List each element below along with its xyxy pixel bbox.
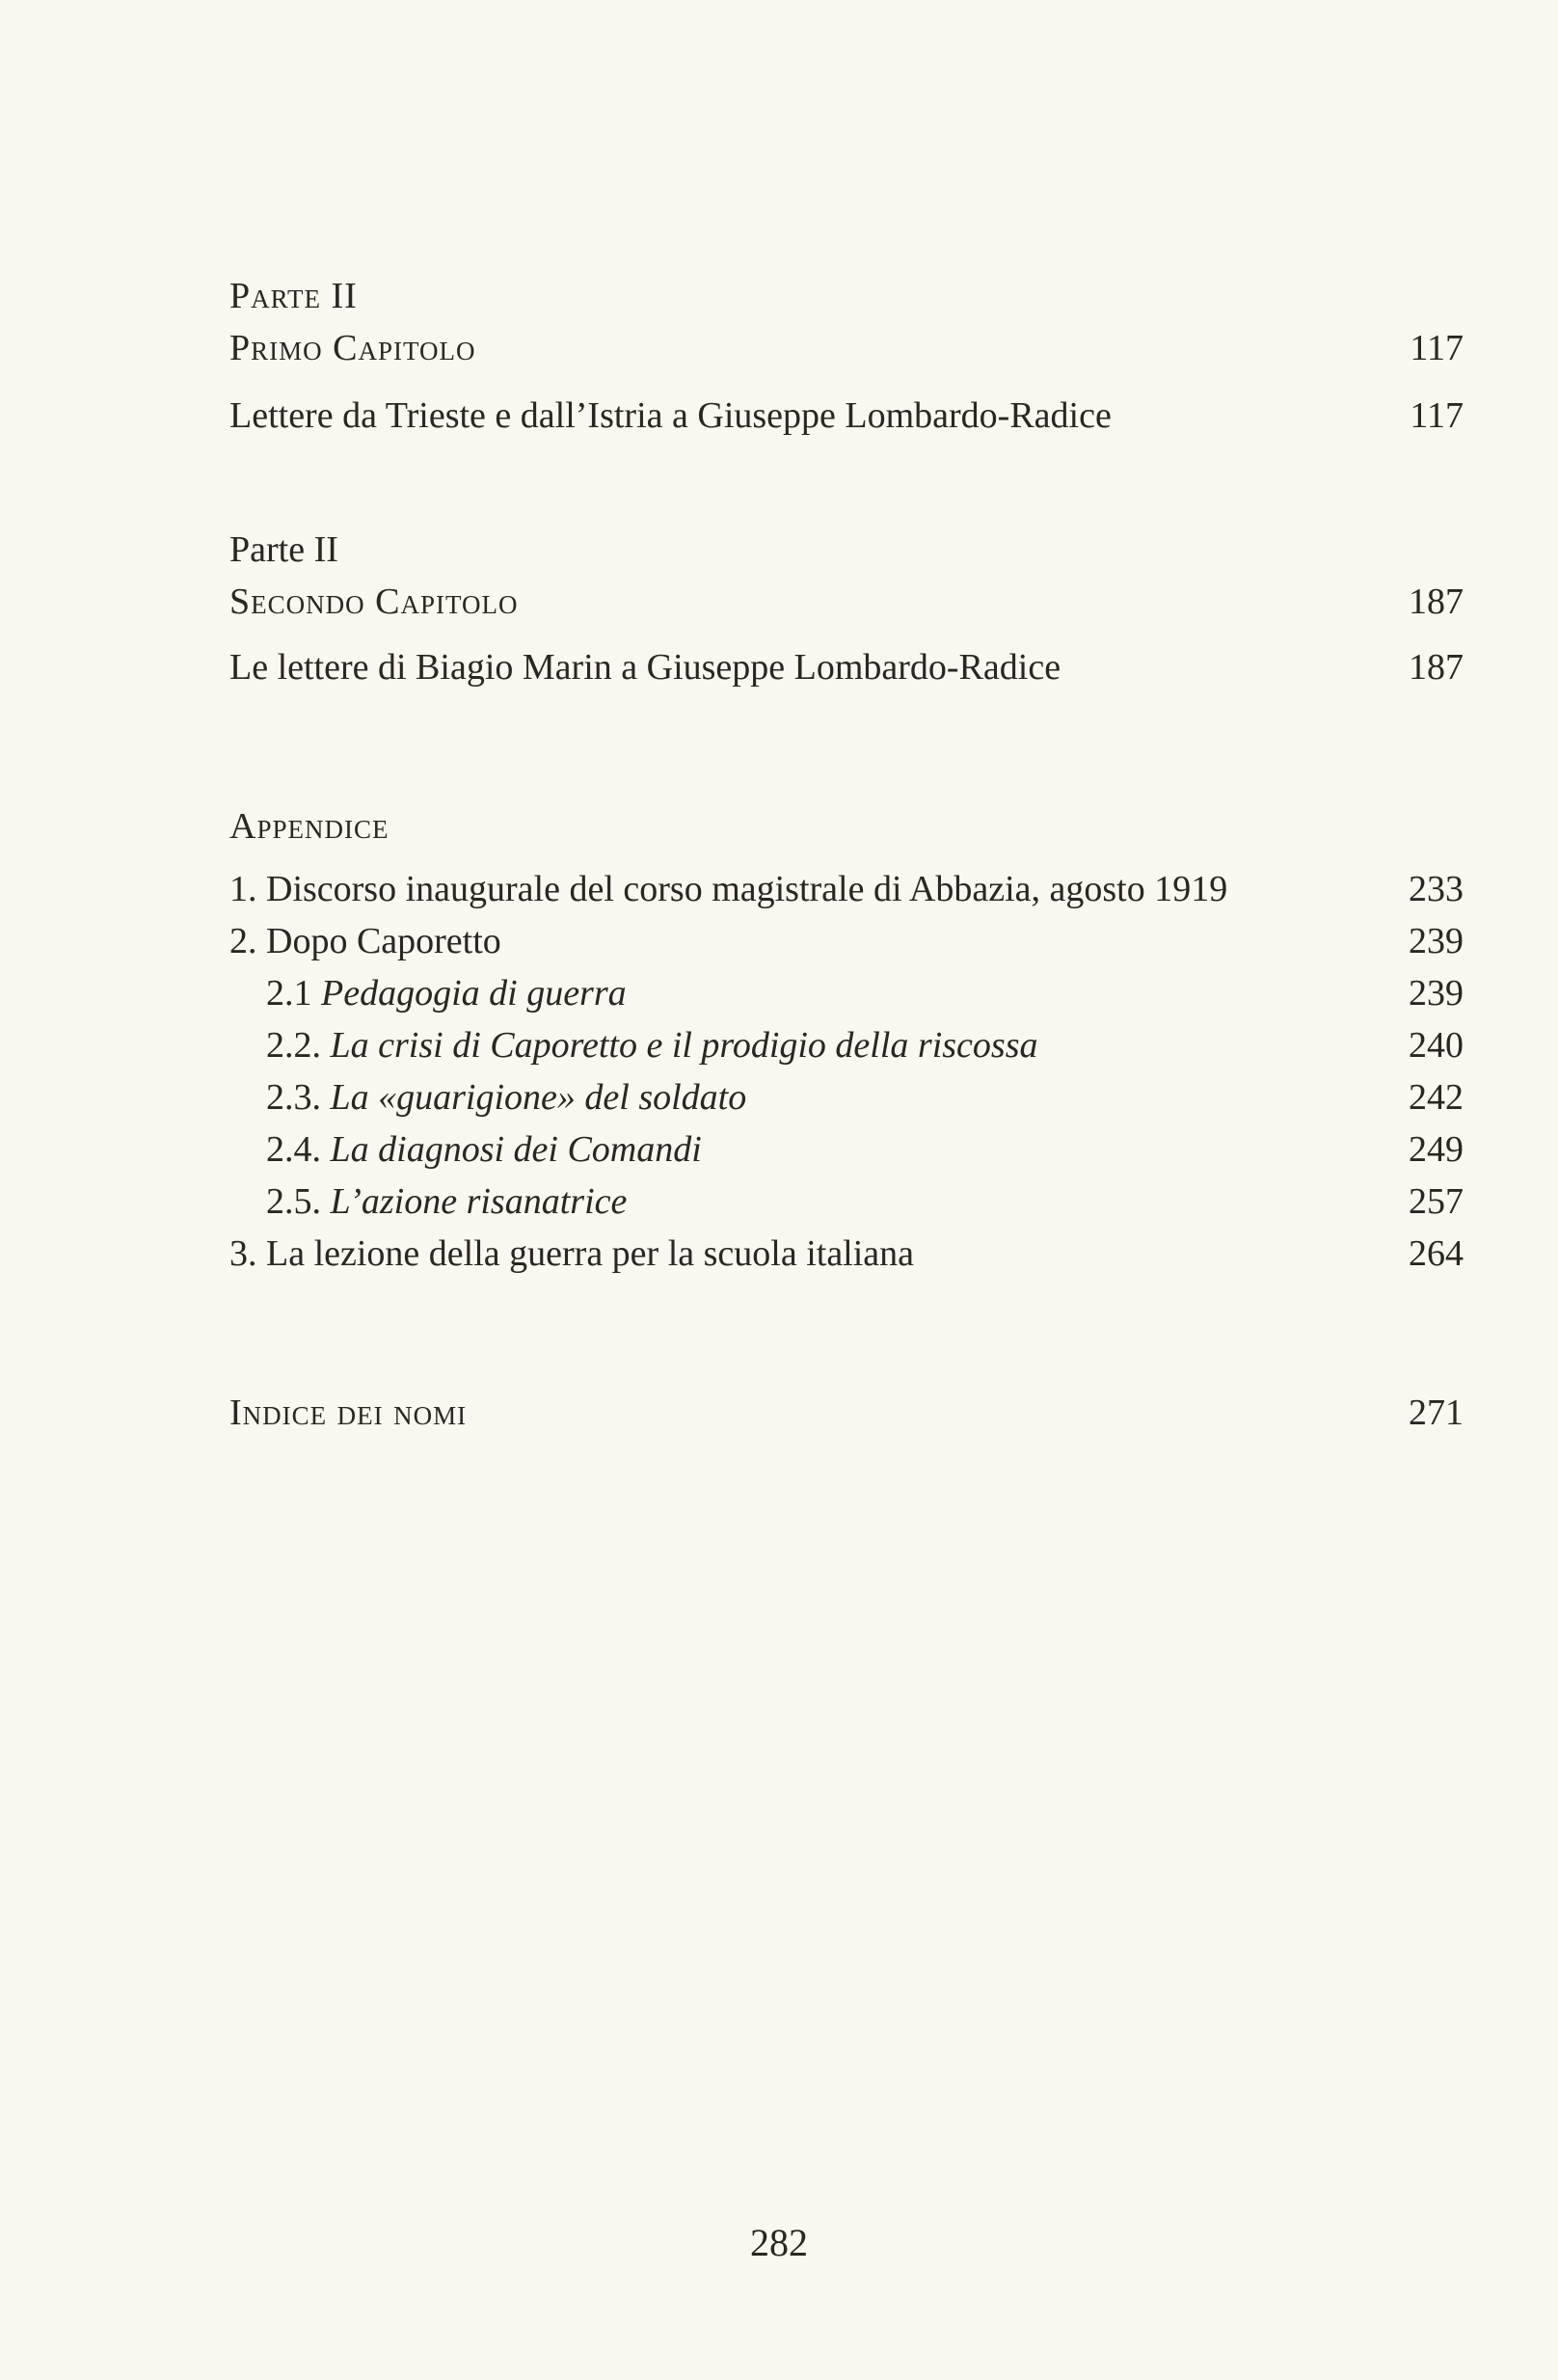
page-number: 257 <box>1409 1181 1464 1222</box>
entry-title <box>266 1123 702 1176</box>
entry-number: 2.3. <box>266 1077 321 1118</box>
entry-number: 2. <box>229 921 257 961</box>
page-number: 233 <box>1409 869 1464 909</box>
toc-entry <box>229 641 1464 693</box>
toc-entry <box>229 915 1464 967</box>
page-number: 242 <box>1409 1077 1464 1118</box>
page-number: 117 <box>1410 328 1464 368</box>
toc-entry <box>229 863 1464 915</box>
entry-title <box>266 1176 627 1228</box>
chapter-row <box>229 322 1464 374</box>
part-heading-label: Parte II <box>229 529 338 570</box>
entry-text: La crisi di Caporetto e il prodigio della riscossa <box>330 1025 1038 1066</box>
entry-number: 2.5. <box>266 1181 321 1222</box>
page-number: 264 <box>1409 1233 1464 1274</box>
chapter-title: Secondo Capitolo <box>229 581 519 622</box>
entry-title <box>229 863 1227 915</box>
entry-title <box>229 1228 914 1280</box>
toc-entry <box>229 1387 1464 1439</box>
entry-title <box>266 1071 746 1123</box>
part-heading <box>229 270 1464 322</box>
toc-entry <box>229 1228 1464 1280</box>
appendix-heading-label: Appendice <box>229 806 390 847</box>
index-label: Indice dei nomi <box>229 1393 468 1433</box>
entry-number: 1. <box>229 869 257 909</box>
entry-text: Pedagogia di guerra <box>321 973 627 1014</box>
page-number: 239 <box>1409 921 1464 961</box>
entry-text: La diagnosi dei Comandi <box>330 1129 702 1170</box>
toc-subentry <box>229 1123 1464 1176</box>
chapter-title: Primo Capitolo <box>229 328 476 368</box>
entry-number: 2.2. <box>266 1025 321 1066</box>
entry-text: Dopo Caporetto <box>266 921 501 961</box>
toc-subentry <box>229 967 1464 1019</box>
page-number: 271 <box>1409 1393 1464 1433</box>
toc-subentry <box>229 1176 1464 1228</box>
entry-text: La «guarigione» del soldato <box>330 1077 747 1118</box>
part-heading-label: Parte II <box>229 276 358 316</box>
entry-title <box>266 967 627 1019</box>
entry-text: La lezione della guerra per la scuola italiana <box>266 1233 915 1274</box>
entry-number: 2.4. <box>266 1129 321 1170</box>
page-number: 239 <box>1409 973 1464 1014</box>
page-number: 187 <box>1409 647 1464 688</box>
entry-number: 2.1 <box>266 973 312 1014</box>
entry-title: Lettere da Trieste e dall’Istria a Giuseppe Lombardo-Radice <box>229 395 1112 436</box>
page-number: 249 <box>1409 1129 1464 1170</box>
appendix-heading <box>229 800 1464 852</box>
entry-title <box>266 1019 1038 1071</box>
page-number: 187 <box>1409 581 1464 622</box>
entry-number: 3. <box>229 1233 257 1274</box>
toc-subentry <box>229 1019 1464 1071</box>
entry-text: L’azione risanatrice <box>330 1181 628 1222</box>
entry-text: Discorso inaugurale del corso magistrale di Abbazia, agosto 1919 <box>266 869 1228 909</box>
page-number: 240 <box>1409 1025 1464 1066</box>
toc-subentry <box>229 1071 1464 1123</box>
toc-entry <box>229 390 1464 442</box>
chapter-row <box>229 576 1464 628</box>
entry-title: Le lettere di Biagio Marin a Giuseppe Lombardo-Radice <box>229 647 1061 688</box>
part-heading <box>229 524 1464 576</box>
entry-title <box>229 915 501 967</box>
page-folio-number: 282 <box>750 2221 808 2264</box>
page-number: 117 <box>1410 395 1464 436</box>
